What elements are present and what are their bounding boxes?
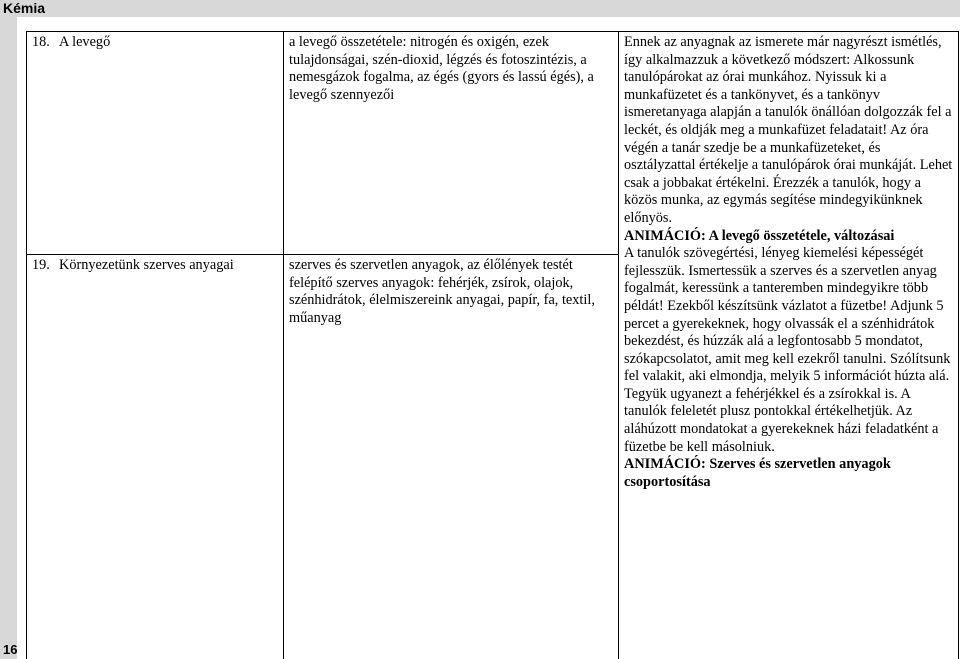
animation-label: ANIMÁCIÓ: A levegő összetétele, változásai	[624, 227, 895, 244]
lesson-title: Környezetünk szerves anyagai	[59, 257, 234, 273]
method-paragraph: Ennek az anyagnak az ismerete már nagyrészt ismétlés, így alkalmazzuk a következő módszert: Alkossunk tanulópárokat az órai munkához. Nyissuk ki a munkafüzetet és a tankönyvet, és a tankönyv ismeretanyaga alapján a tanulók önállóan dolgozzák fel a leckét, és oldják meg a munkafüzet feladatait! Az óra végén a tanár szedje be a munkafüzeteket, és osztályzattal értékelje a tanulópárok órai munkáját. Lehet csak a jobbakat értékelni. Érezzék a tanulók, hogy a közös munka, az egymás segítése mindegyikünknek előnyös.	[624, 34, 953, 226]
lesson-title: A levegő	[59, 34, 111, 50]
page-number: 16	[3, 642, 18, 657]
side-margin-bar	[0, 17, 17, 659]
lesson-number: 19.	[32, 257, 50, 273]
header-band	[0, 0, 960, 17]
method-cell	[619, 32, 959, 659]
lesson-content-cell	[284, 32, 619, 255]
curriculum-table	[26, 31, 959, 659]
lesson-content: a levegő összetétele: nitrogén és oxigén, ezek tulajdonságai, szén-dioxid, légzés és fotoszintézis, a nemesgázok fogalma, az égés (gyors és lassú égés), a levegő szennyezői	[289, 34, 594, 103]
method-paragraph: A tanulók szövegértési, lényeg kiemelési képességét fejlesszük. Ismertessük a szerves és a szervetlen anyag fogalmát, keressünk a tanteremben mindegyikre több példát! Ezekből készítsünk vázlatot a füzetbe! Adjunk 5 percet a gyerekeknek, hogy olvassák el a szénhidrátok bekezdést, és húzzák alá a legfontosabb 5 mondatot, szókapcsolatot, amit meg kell ezekről tanulni. Szólítsunk fel valakit, aki elmondja, melyik 5 információt húzta alá. Tegyük ugyanezt a fehérjékkel és a zsírokkal is. A tanulók feleletét plusz pontokkal értékelhetjük. Az aláhúzott mondatokat a gyerekeknek házi feladatként a füzetbe be kell másolniuk.	[624, 245, 951, 455]
table-row	[27, 32, 959, 255]
lesson-title-cell	[27, 255, 284, 659]
lesson-content-cell	[284, 255, 619, 659]
page-header-title: Kémia	[3, 0, 46, 16]
animation-label: ANIMÁCIÓ: Szerves és szervetlen anyagok csoportosítása	[624, 456, 891, 490]
lesson-title-cell	[27, 32, 284, 255]
lesson-number: 18.	[32, 34, 50, 50]
lesson-content: szerves és szervetlen anyagok, az élőlények testét felépítő szerves anyagok: fehérjék, zsírok, olajok, szénhidrátok, élelmiszereink anyagai, papír, fa, textil, műanyag	[289, 257, 595, 326]
